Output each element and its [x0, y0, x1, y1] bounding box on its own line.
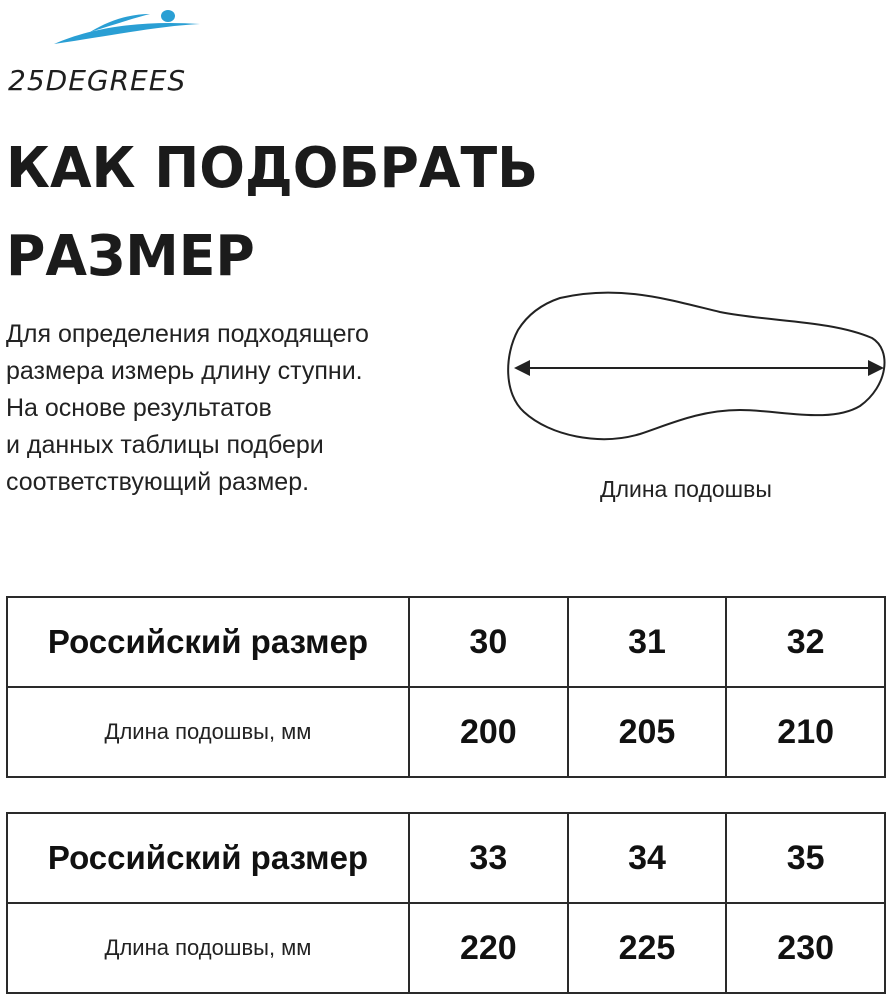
intro-line: Для определения подходящего	[6, 320, 369, 348]
intro-text	[6, 316, 426, 501]
table-row	[7, 813, 885, 903]
brand-name: 25DEGREES	[8, 64, 187, 97]
intro-line: размера измерь длину ступни.	[6, 357, 363, 385]
size-header-label: Российский размер	[7, 597, 409, 687]
size-cell: 30	[409, 597, 568, 687]
table-row	[7, 903, 885, 993]
size-cell: 31	[568, 597, 727, 687]
size-table-1	[6, 596, 886, 778]
intro-line: и данных таблицы подбери	[6, 431, 324, 459]
length-row-label: Длина подошвы, мм	[7, 903, 409, 993]
length-cell: 205	[568, 687, 727, 777]
table-row	[7, 687, 885, 777]
length-cell: 225	[568, 903, 727, 993]
intro-line: На основе результатов	[6, 394, 272, 422]
sole-caption: Длина подошвы	[600, 476, 772, 502]
length-cell: 220	[409, 903, 568, 993]
size-table-2	[6, 812, 886, 994]
swimmer-icon	[50, 6, 210, 50]
length-cell: 210	[726, 687, 885, 777]
size-cell: 33	[409, 813, 568, 903]
page-title	[6, 125, 544, 301]
intro-line: соответствующий размер.	[6, 468, 310, 496]
shoe-sole-icon	[500, 286, 890, 446]
size-cell: 32	[726, 597, 885, 687]
length-cell: 230	[726, 903, 885, 993]
size-header-label: Российский размер	[7, 813, 409, 903]
brand-logo	[4, 6, 244, 97]
length-cell: 200	[409, 687, 568, 777]
size-cell: 34	[568, 813, 727, 903]
length-row-label: Длина подошвы, мм	[7, 687, 409, 777]
title-line-1: КАК ПОДОБРАТЬ	[6, 136, 539, 201]
size-cell: 35	[726, 813, 885, 903]
title-line-2: РАЗМЕР	[6, 224, 255, 289]
table-row	[7, 597, 885, 687]
